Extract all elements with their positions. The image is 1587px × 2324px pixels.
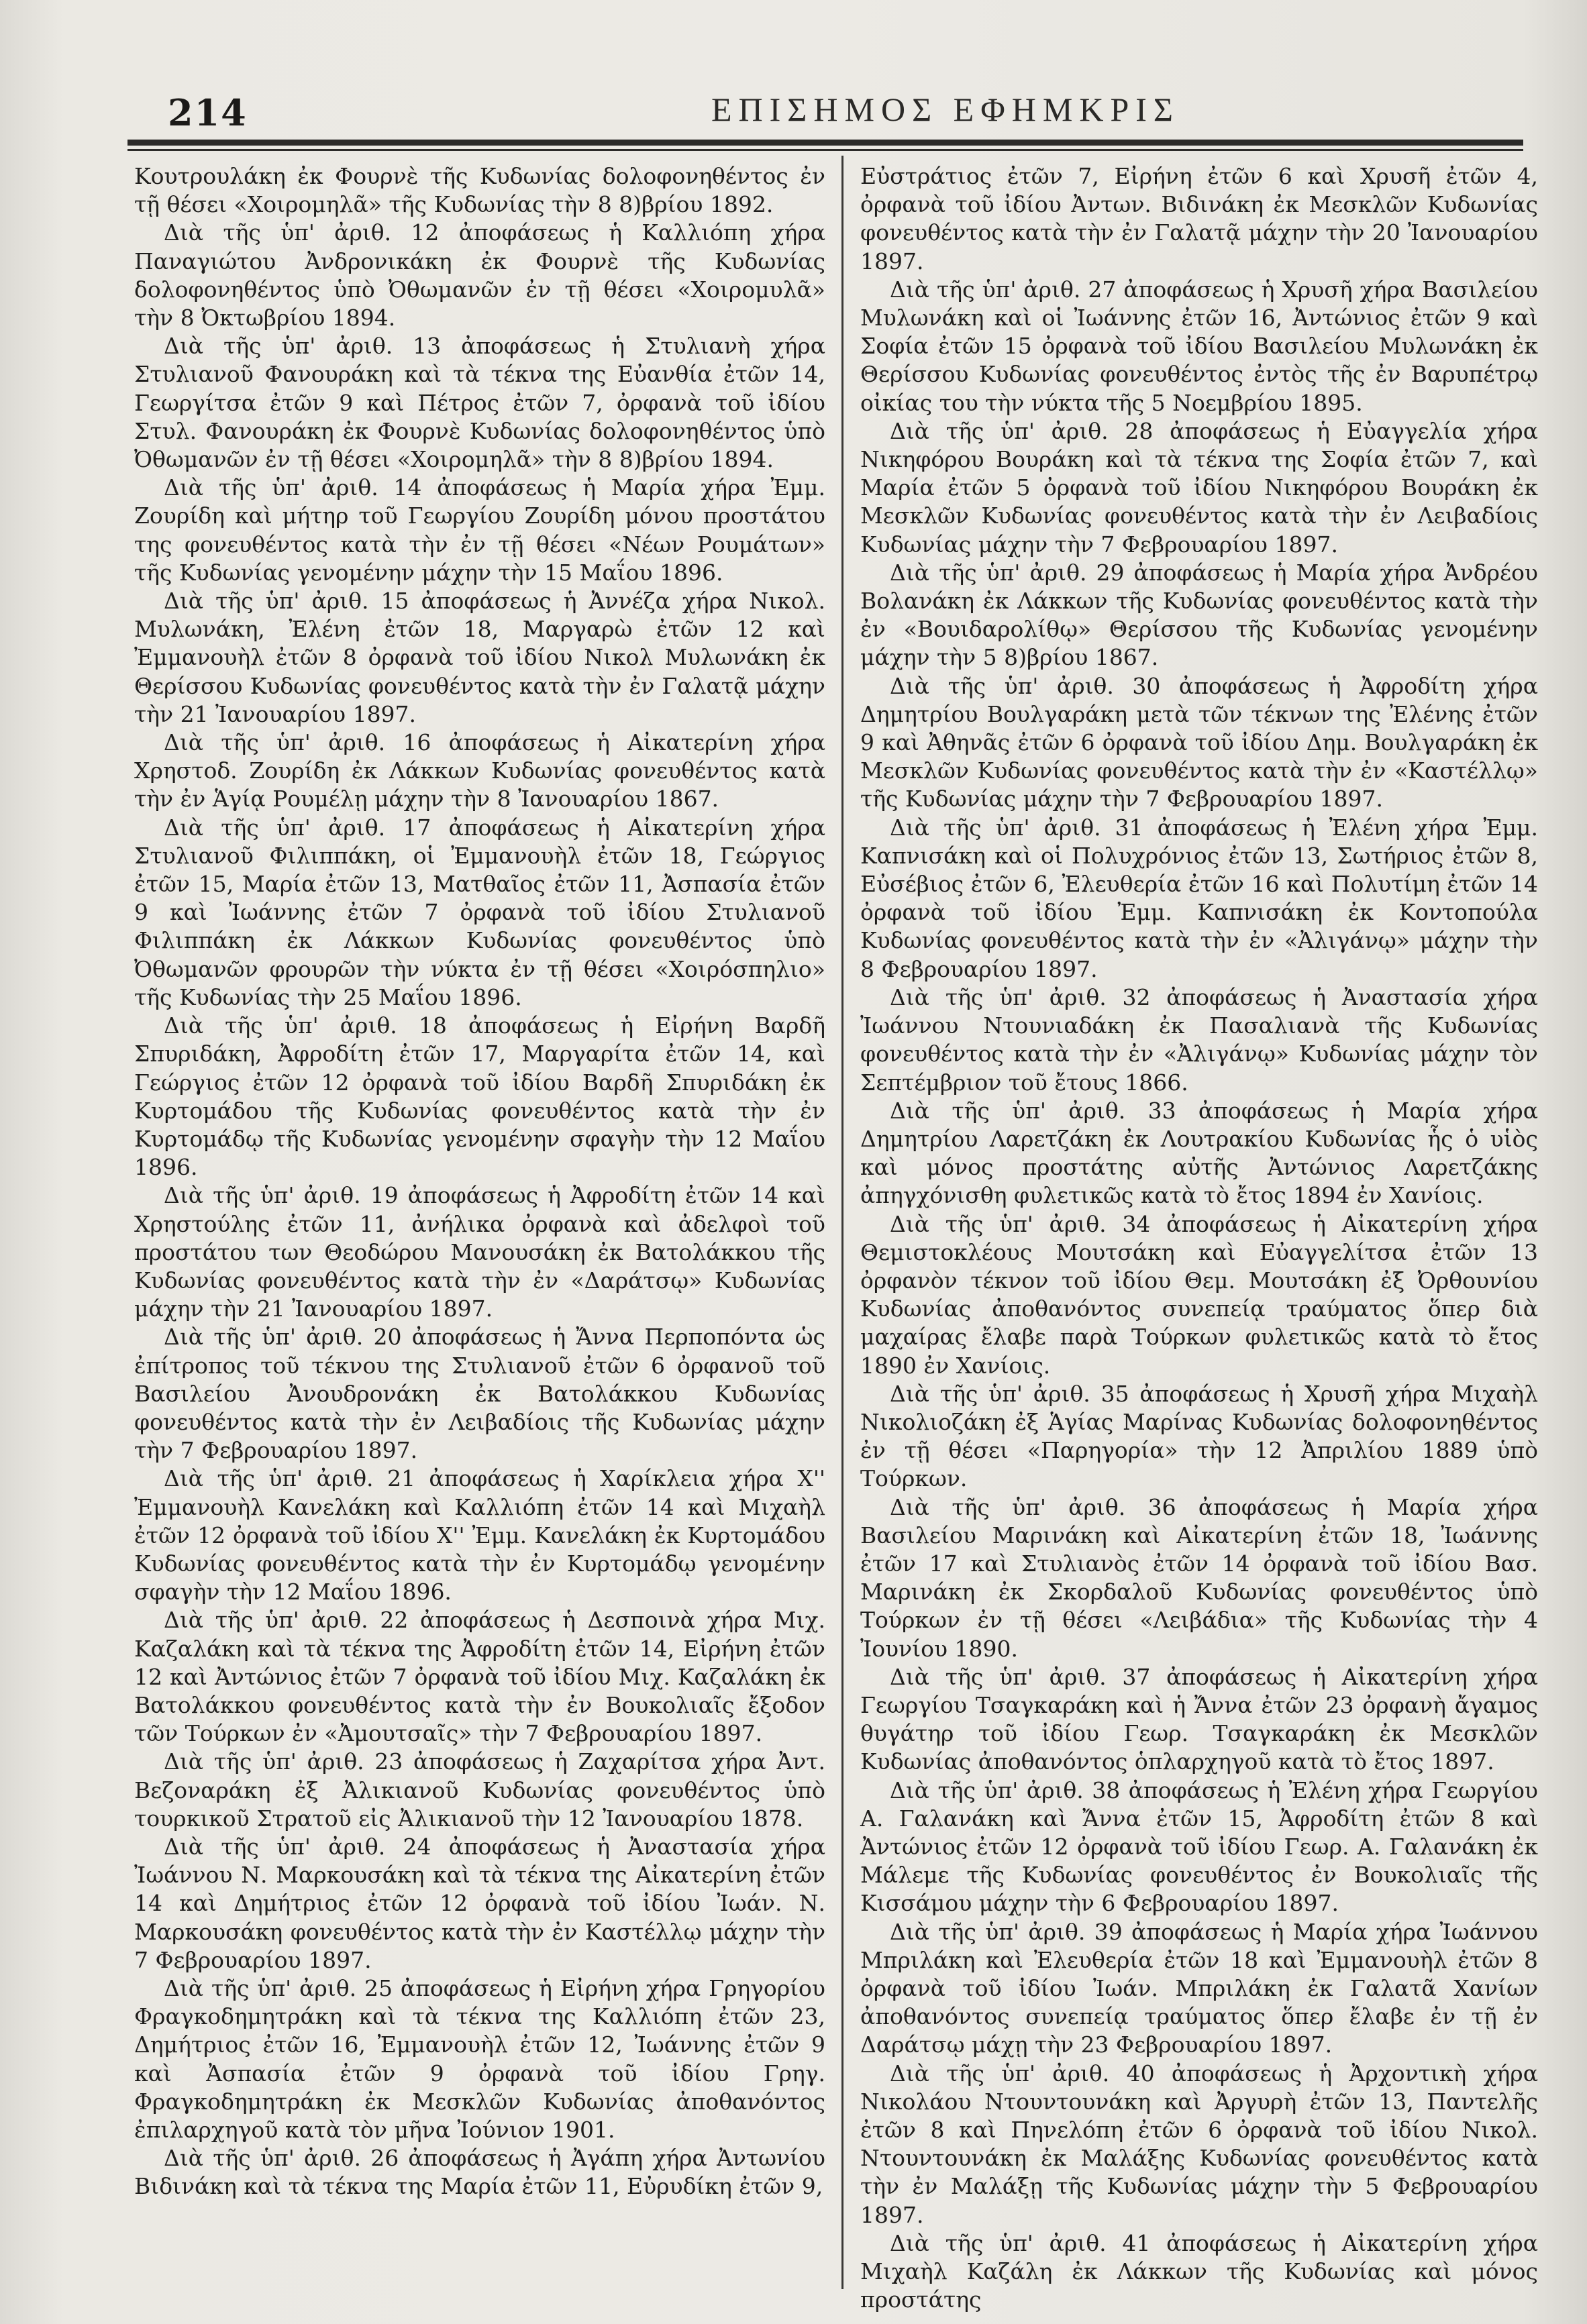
page-number: 214 xyxy=(168,91,248,134)
left-column xyxy=(134,162,825,2289)
page-header xyxy=(127,79,1523,140)
decision-paragraph: Διὰ τῆς ὑπ' ἀριθ. 25 ἀποφάσεως ἡ Εἰρήνη χήρα Γρηγορίου Φραγκοδημητράκη καὶ τὰ τέκνα της Καλλιόπη ἐτῶν 23, Δημήτριος ἐτῶν 16, Ἐμμανουὴλ ἐτῶν 12, Ἰωάννης ἐτῶν 9 καὶ Ἀσπασία ἐτῶν 9 ὀρφανὰ τοῦ ἰδίου Γρηγ. Φραγκοδημητράκη ἐκ Μεσκλῶν Κυδωνίας ἀποθανόντος ἐπιλαρχηγοῦ κατὰ τὸν μῆνα Ἰούνιον 1901. xyxy=(134,1975,825,2144)
decision-paragraph: Διὰ τῆς ὑπ' ἀριθ. 33 ἀποφάσεως ἡ Μαρία χήρα Δημητρίου Λαρετζάκη ἐκ Λουτρακίου Κυδωνίας ἧς ὁ υἱὸς καὶ μόνος προστάτης αὐτῆς Ἀντώνιος Λαρετζάκης ἀπηγχόνισθη φυλετικῶς κατὰ τὸ ἔτος 1894 ἐν Χανίοις. xyxy=(860,1097,1538,1209)
decision-paragraph: Διὰ τῆς ὑπ' ἀριθ. 14 ἀποφάσεως ἡ Μαρία χήρα Ἐμμ. Ζουρίδη καὶ μήτηρ τοῦ Γεωργίου Ζουρίδη μόνου προστάτου της φονευθέντος κατὰ τὴν ἐν τῇ θέσει «Νέων Ρουμάτων» τῆς Κυδωνίας γενομένην μάχην τὴν 15 Μαΐου 1896. xyxy=(134,474,825,586)
decision-paragraph: Διὰ τῆς ὑπ' ἀριθ. 18 ἀποφάσεως ἡ Εἰρήνη Βαρδῆ Σπυριδάκη, Ἀφροδίτη ἐτῶν 17, Μαργαρίτα ἐτῶν 14, καὶ Γεώργιος ἐτῶν 12 ὀρφανὰ τοῦ ἰδίου Βαρδῆ Σπυριδάκη ἐκ Κυρτομάδου τῆς Κυδωνίας φονευθέντος κατὰ τὴν ἐν Κυρτομάδῳ τῆς Κυδωνίας γενομένην σφαγὴν τὴν 12 Μαΐου 1896. xyxy=(134,1012,825,1181)
decision-paragraph: Διὰ τῆς ὑπ' ἀριθ. 30 ἀποφάσεως ἡ Ἀφροδίτη χήρα Δημητρίου Βουλγαράκη μετὰ τῶν τέκνων της Ἐλένης ἐτῶν 9 καὶ Ἀθηνᾶς ἐτῶν 6 ὀρφανὰ τοῦ ἰδίου Δημ. Βουλγαράκη ἐκ Μεσκλῶν Κυδωνίας φονευθέντος κατὰ τὴν ἐν «Καστέλλῳ» τῆς Κυδωνίας μάχην τὴν 7 Φεβρουαρίου 1897. xyxy=(860,672,1538,812)
decision-paragraph: Διὰ τῆς ὑπ' ἀριθ. 29 ἀποφάσεως ἡ Μαρία χήρα Ἀνδρέου Βολανάκη ἐκ Λάκκων τῆς Κυδωνίας φονευθέντος κατὰ τὴν ἐν «Βουιδαρολίθῳ» Θερίσσου τῆς Κυδωνίας γενομένην μάχην τὴν 5 8)βρίου 1867. xyxy=(860,559,1538,671)
decision-paragraph: Διὰ τῆς ὑπ' ἀριθ. 39 ἀποφάσεως ἡ Μαρία χήρα Ἰωάννου Μπριλάκη καὶ Ἐλευθερία ἐτῶν 18 καὶ Ἐμμανουὴλ ἐτῶν 8 ὀρφανὰ τοῦ ἰδίου Ἰωάν. Μπριλάκη ἐκ Γαλατᾶ Χανίων ἀποθανόντος συνεπείᾳ τραύματος ὅπερ ἔλαβε ἐν τῇ ἐν Δαράτσῳ μάχῃ τὴν 23 Φεβρουαρίου 1897. xyxy=(860,1918,1538,2058)
decision-paragraph: Διὰ τῆς ὑπ' ἀριθ. 15 ἀποφάσεως ἡ Ἀννέζα χήρα Νικολ. Μυλωνάκη, Ἐλένη ἐτῶν 18, Μαργαρὼ ἐτῶν 12 καὶ Ἐμμανουὴλ ἐτῶν 8 ὀρφανὰ τοῦ ἰδίου Νικολ Μυλωνάκη ἐκ Θερίσσου Κυδωνίας φονευθέντος κατὰ τὴν ἐν Γαλατᾷ μάχην τὴν 21 Ἰανουαρίου 1897. xyxy=(134,588,825,727)
decision-paragraph: Διὰ τῆς ὑπ' ἀριθ. 37 ἀποφάσεως ἡ Αἰκατερίνη χήρα Γεωργίου Τσαγκαράκη καὶ ἡ Ἄννα ἐτῶν 23 ὀρφανὴ ἄγαμος θυγάτηρ τοῦ ἰδίου Γεωρ. Τσαγκαράκη ἐκ Μεσκλῶν Κυδωνίας ἀποθανόντος ὁπλαρχηγοῦ κατὰ τὸ ἔτος 1897. xyxy=(860,1663,1538,1775)
decision-paragraph: Διὰ τῆς ὑπ' ἀριθ. 32 ἀποφάσεως ἡ Ἀναστασία χήρα Ἰωάννου Ντουνιαδάκη ἐκ Πασαλιανὰ τῆς Κυδωνίας φονευθέντος κατὰ τὴν ἐν «Ἀλιγάνῳ» Κυδωνίας μάχην τὸν Σεπτέμβριον τοῦ ἔτους 1866. xyxy=(860,984,1538,1096)
decision-paragraph: Διὰ τῆς ὑπ' ἀριθ. 34 ἀποφάσεως ἡ Αἰκατερίνη χήρα Θεμιστοκλέους Μουτσάκη καὶ Εὐαγγελίτσα ἐτῶν 13 ὀρφανὸν τέκνον τοῦ ἰδίου Θεμ. Μουτσάκη ἐξ Ὀρθουνίου Κυδωνίας ἀποθανόντος συνεπείᾳ τραύματος ὅπερ διὰ μαχαίρας ἔλαβε παρὰ Τούρκων φυλετικῶς κατὰ τὸ ἔτος 1890 ἐν Χανίοις. xyxy=(860,1210,1538,1379)
decision-paragraph: Διὰ τῆς ὑπ' ἀριθ. 26 ἀποφάσεως ἡ Ἀγάπη χήρα Ἀντωνίου Βιδινάκη καὶ τὰ τέκνα της Μαρία ἐτῶν 11, Εὐρυδίκη ἐτῶν 9, xyxy=(134,2145,825,2200)
decision-paragraph: Κουτρουλάκη ἐκ Φουρνὲ τῆς Κυδωνίας δολοφονηθέντος ἐν τῇ θέσει «Χοιρομηλᾶ» τῆς Κυδωνίας τὴν 8 8)βρίου 1892. xyxy=(134,163,825,218)
decision-paragraph: Διὰ τῆς ὑπ' ἀριθ. 21 ἀποφάσεως ἡ Χαρίκλεια χήρα Χ'' Ἐμμανουὴλ Κανελάκη καὶ Καλλιόπη ἐτῶν 14 καὶ Μιχαὴλ ἐτῶν 12 ὀρφανὰ τοῦ ἰδίου Χ'' Ἐμμ. Κανελάκη ἐκ Κυρτομάδου Κυδωνίας φονευθέντος κατὰ τὴν ἐν Κυρτομάδῳ γενομένην σφαγὴν τὴν 12 Μαΐου 1896. xyxy=(134,1465,825,1605)
decision-paragraph: Διὰ τῆς ὑπ' ἀριθ. 36 ἀποφάσεως ἡ Μαρία χήρα Βασιλείου Μαρινάκη καὶ Αἰκατερίνη ἐτῶν 18, Ἰωάννης ἐτῶν 17 καὶ Στυλιανὸς ἐτῶν 14 ὀρφανὰ τοῦ ἰδίου Βασ. Μαρινάκη ἐκ Σκορδαλοῦ Κυδωνίας φονευθέντος ὑπὸ Τούρκων ἐν τῇ θέσει «Λειβάδια» τῆς Κυδωνίας τὴν 4 Ἰουνίου 1890. xyxy=(860,1493,1538,1662)
decision-paragraph: Διὰ τῆς ὑπ' ἀριθ. 40 ἀποφάσεως ἡ Ἀρχοντικὴ χήρα Νικολάου Ντουντουνάκη καὶ Ἀργυρὴ ἐτῶν 13, Παντελῆς ἐτῶν 8 καὶ Πηνελόπη ἐτῶν 6 ὀρφανὰ τοῦ ἰδίου Νικολ. Ντουντουνάκη ἐκ Μαλάξης Κυδωνίας φονευθέντος κατὰ τὴν ἐν Μαλάξῃ τῆς Κυδωνίας μάχην τὴν 5 Φεβρουαρίου 1897. xyxy=(860,2060,1538,2228)
decision-paragraph: Διὰ τῆς ὑπ' ἀριθ. 24 ἀποφάσεως ἡ Ἀναστασία χήρα Ἰωάννου Ν. Μαρκουσάκη καὶ τὰ τέκνα της Αἰκατερίνη ἐτῶν 14 καὶ Δημήτριος ἐτῶν 12 ὀρφανὰ τοῦ ἰδίου Ἰωάν. Ν. Μαρκουσάκη φονευθέντος κατὰ τὴν ἐν Καστέλλῳ μάχην τὴν 7 Φεβρουαρίου 1897. xyxy=(134,1833,825,1973)
decision-paragraph: Διὰ τῆς ὑπ' ἀριθ. 17 ἀποφάσεως ἡ Αἰκατερίνη χήρα Στυλιανοῦ Φιλιππάκη, οἱ Ἐμμανουὴλ ἐτῶν 18, Γεώργιος ἐτῶν 15, Μαρία ἐτῶν 13, Ματθαῖος ἐτῶν 11, Ἀσπασία ἐτῶν 9 καὶ Ἰωάννης ἐτῶν 7 ὀρφανὰ τοῦ ἰδίου Στυλιανοῦ Φιλιππάκη ἐκ Λάκκων Κυδωνίας φονευθέντος ὑπὸ Ὀθωμανῶν φρουρῶν τὴν νύκτα ἐν τῇ θέσει «Χοιρόσπηλιο» τῆς Κυδωνίας τὴν 25 Μαΐου 1896. xyxy=(134,814,825,1010)
header-rule-thick xyxy=(127,140,1523,146)
decision-paragraph: Διὰ τῆς ὑπ' ἀριθ. 12 ἀποφάσεως ἡ Καλλιόπη χήρα Παναγιώτου Ἀνδρονικάκη ἐκ Φουρνὲ τῆς Κυδωνίας δολοφονηθέντος ὑπὸ Ὀθωμανῶν ἐν τῇ θέσει «Χοιρομυλᾶ» τὴν 8 Ὀκτωβρίου 1894. xyxy=(134,219,825,331)
column-divider xyxy=(841,156,843,2289)
decision-paragraph: Διὰ τῆς ὑπ' ἀριθ. 23 ἀποφάσεως ἡ Ζαχαρίτσα χήρα Ἀντ. Βεζοναράκη ἐξ Ἀλικιανοῦ Κυδωνίας φονευθέντος ὑπὸ τουρκικοῦ Στρατοῦ εἰς Ἀλικιανοῦ τὴν 12 Ἰανουαρίου 1878. xyxy=(134,1748,825,1832)
header-rule-thin xyxy=(127,149,1523,151)
decision-paragraph: Διὰ τῆς ὑπ' ἀριθ. 22 ἀποφάσεως ἡ Δεσποινὰ χήρα Μιχ. Καζαλάκη καὶ τὰ τέκνα της Ἀφροδίτη ἐτῶν 14, Εἰρήνη ἐτῶν 12 καὶ Ἀντώνιος ἐτῶν 7 ὀρφανὰ τοῦ ἰδίου Μιχ. Καζαλάκη ἐκ Βατολάκκου φονευθέντος κατὰ τὴν ἐν Βουκολιαῖς ἔξοδον τῶν Τούρκων ἐν «Ἀμουτσαῖς» τὴν 7 Φεβρουαρίου 1897. xyxy=(134,1607,825,1747)
decision-paragraph: Διὰ τῆς ὑπ' ἀριθ. 41 ἀποφάσεως ἡ Αἰκατερίνη χήρα Μιχαὴλ Καζάλη ἐκ Λάκκων τῆς Κυδωνίας καὶ μόνος προστάτης xyxy=(860,2229,1538,2313)
decision-paragraph: Εὐστράτιος ἐτῶν 7, Εἰρήνη ἐτῶν 6 καὶ Χρυσῆ ἐτῶν 4, ὀρφανὰ τοῦ ἰδίου Ἀντων. Βιδινάκη ἐκ Μεσκλῶν Κυδωνίας φονευθέντος κατὰ τὴν ἐν Γαλατᾷ μάχην τὴν 20 Ἰανουαρίου 1897. xyxy=(860,163,1538,274)
decision-paragraph: Διὰ τῆς ὑπ' ἀριθ. 13 ἀποφάσεως ἡ Στυλιανὴ χήρα Στυλιανοῦ Φανουράκη καὶ τὰ τέκνα της Εὐανθία ἐτῶν 14, Γεωργίτσα ἐτῶν 9 καὶ Πέτρος ἐτῶν 7, ὀρφανὰ τοῦ ἰδίου Στυλ. Φανουράκη ἐκ Φουρνὲ Κυδωνίας δολοφονηθέντος ὑπὸ Ὀθωμανῶν ἐν τῇ θέσει «Χοιρομηλᾶ» τὴν 8 8)βρίου 1894. xyxy=(134,333,825,473)
running-title: ΕΠΙΣΗΜΟΣ ΕΦΗΜΚΡΙΣ xyxy=(711,91,1180,128)
decision-paragraph: Διὰ τῆς ὑπ' ἀριθ. 38 ἀποφάσεως ἡ Ἐλένη χήρα Γεωργίου Α. Γαλανάκη καὶ Ἄννα ἐτῶν 15, Ἀφροδίτη ἐτῶν 8 καὶ Ἀντώνιος ἐτῶν 12 ὀρφανὰ τοῦ ἰδίου Γεωρ. Α. Γαλανάκη ἐκ Μάλεμε τῆς Κυδωνίας φονευθέντος ἐν Βουκολιαῖς τῆς Κισσάμου μάχην τὴν 6 Φεβρουαρίου 1897. xyxy=(860,1777,1538,1917)
decision-paragraph: Διὰ τῆς ὑπ' ἀριθ. 31 ἀποφάσεως ἡ Ἐλένη χήρα Ἐμμ. Καπνισάκη καὶ οἱ Πολυχρόνιος ἐτῶν 13, Σωτήριος ἐτῶν 8, Εὐσέβιος ἐτῶν 6, Ἐλευθερία ἐτῶν 16 καὶ Πολυτίμη ἐτῶν 14 ὀρφανὰ τοῦ ἰδίου Ἐμμ. Καπνισάκη ἐκ Κοντοπούλα Κυδωνίας φονευθέντος κατὰ τὴν ἐν «Ἀλιγάνῳ» μάχην τὴν 8 Φεβρουαρίου 1897. xyxy=(860,814,1538,982)
right-column xyxy=(860,162,1538,2313)
decision-paragraph: Διὰ τῆς ὑπ' ἀριθ. 19 ἀποφάσεως ἡ Ἀφροδίτη ἐτῶν 14 καὶ Χρηστούλης ἐτῶν 11, ἀνήλικα ὀρφανὰ καὶ ἀδελφοὶ τοῦ προστάτου των Θεοδώρου Μανουσάκη ἐκ Βατολάκκου τῆς Κυδωνίας φονευθέντος κατὰ τὴν ἐν «Δαράτσῳ» Κυδωνίας μάχην τὴν 21 Ἰανουαρίου 1897. xyxy=(134,1182,825,1322)
decision-paragraph: Διὰ τῆς ὑπ' ἀριθ. 27 ἀποφάσεως ἡ Χρυσῆ χήρα Βασιλείου Μυλωνάκη καὶ οἱ Ἰωάννης ἐτῶν 16, Ἀντώνιος ἐτῶν 9 καὶ Σοφία ἐτῶν 15 ὀρφανὰ τοῦ ἰδίου Βασιλείου Μυλωνάκη ἐκ Θερίσσου Κυδωνίας φονευθέντος ἐντὸς τῆς ἐν Βαρυπέτρῳ οἰκίας του τὴν νύκτα τῆς 5 Νοεμβρίου 1895. xyxy=(860,276,1538,416)
decision-paragraph: Διὰ τῆς ὑπ' ἀριθ. 35 ἀποφάσεως ἡ Χρυσῆ χήρα Μιχαὴλ Νικολιοζάκη ἐξ Ἁγίας Μαρίνας Κυδωνίας δολοφονηθέντος ἐν τῇ θέσει «Παρηγορία» τὴν 12 Ἀπριλίου 1889 ὑπὸ Τούρκων. xyxy=(860,1380,1538,1492)
decision-paragraph: Διὰ τῆς ὑπ' ἀριθ. 16 ἀποφάσεως ἡ Αἰκατερίνη χήρα Χρηστοδ. Ζουρίδη ἐκ Λάκκων Κυδωνίας φονευθέντος κατὰ τὴν ἐν Ἁγίᾳ Ρουμέλῃ μάχην τὴν 8 Ἰανουαρίου 1867. xyxy=(134,729,825,812)
decision-paragraph: Διὰ τῆς ὑπ' ἀριθ. 20 ἀποφάσεως ἡ Ἄννα Περποπόντα ὡς ἐπίτροπος τοῦ τέκνου της Στυλιανοῦ ἐτῶν 6 ὀρφανοῦ τοῦ Βασιλείου Ἀνουδρονάκη ἐκ Βατολάκκου Κυδωνίας φονευθέντος κατὰ τὴν ἐν Λειβαδίοις τῆς Κυδωνίας μάχην τὴν 7 Φεβρουαρίου 1897. xyxy=(134,1324,825,1464)
decision-paragraph: Διὰ τῆς ὑπ' ἀριθ. 28 ἀποφάσεως ἡ Εὐαγγελία χήρα Νικηφόρου Βουράκη καὶ τὰ τέκνα της Σοφία ἐτῶν 7, καὶ Μαρία ἐτῶν 5 ὀρφανὰ τοῦ ἰδίου Νικηφόρου Βουράκη ἐκ Μεσκλῶν Κυδωνίας φονευθέντος κατὰ τὴν ἐν Λειβαδίοις Κυδωνίας μάχην τὴν 7 Φεβρουαρίου 1897. xyxy=(860,417,1538,558)
